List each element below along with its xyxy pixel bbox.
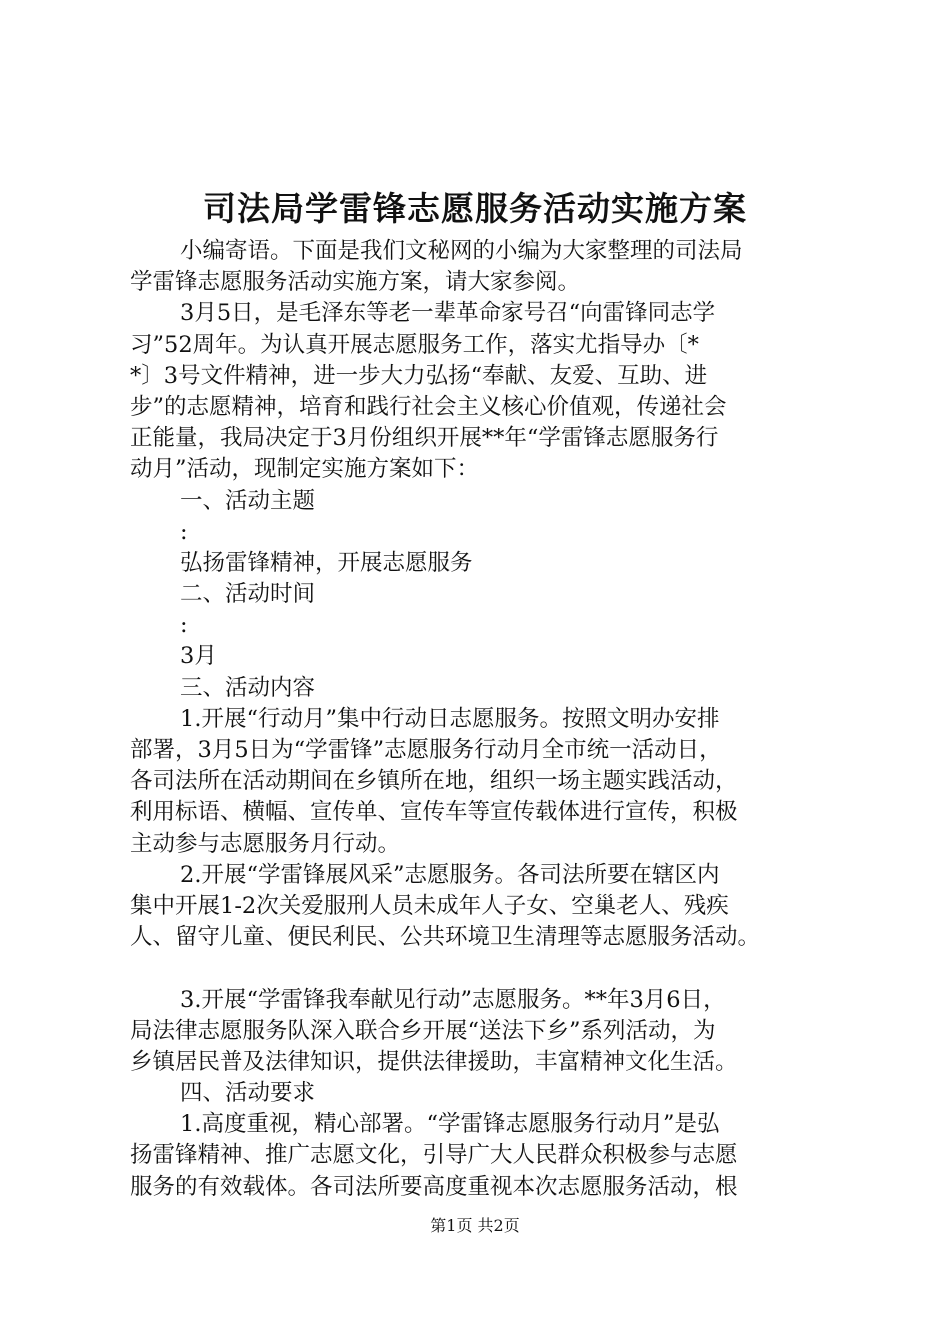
text-line: 3月5日，是毛泽东等老一辈革命家号召“向雷锋同志学 (180, 300, 716, 327)
text-line: 3月 (180, 643, 217, 670)
text-line: *〕3号文件精神，进一步大力弘扬“奉献、友爱、互助、进 (130, 362, 708, 389)
text-line: 1.高度重视，精心部署。“学雷锋志愿服务行动月”是弘 (180, 1111, 720, 1138)
text-line: 乡镇居民普及法律知识，提供法律援助，丰富精神文化生活。 (130, 1048, 738, 1075)
text-line: 弘扬雷锋精神，开展志愿服务 (180, 549, 473, 576)
text-line: 正能量，我局决定于3月份组织开展**年“学雷锋志愿服务行 (130, 425, 719, 452)
text-line: 人、留守儿童、便民利民、公共环境卫生清理等志愿服务活动。 (130, 924, 761, 951)
document-body (130, 236, 830, 1203)
text-line: 各司法所在活动期间在乡镇所在地，组织一场主题实践活动， (130, 768, 738, 795)
text-line: 步”的志愿精神，培育和践行社会主义核心价值观，传递社会 (130, 393, 727, 420)
text-line: 部署，3月5日为“学雷锋”志愿服务行动月全市统一活动日， (130, 737, 722, 763)
text-line: 扬雷锋精神、推广志愿文化，引导广大人民群众积极参与志愿 (130, 1142, 738, 1169)
section-heading: 四、活动要求 (180, 1080, 316, 1107)
section-heading: 二、活动时间 (180, 581, 316, 608)
text-line: 集中开展1-2次关爱服刑人员未成年人子女、空巢老人、残疾 (130, 892, 729, 919)
text-line: : (180, 612, 188, 639)
text-line: 3.开展“学雷锋我奉献见行动”志愿服务。**年3月6日， (180, 986, 726, 1013)
text-line: 主动参与志愿服务月行动。 (130, 830, 401, 857)
text-line: 利用标语、横幅、宣传单、宣传车等宣传载体进行宣传，积极 (130, 799, 738, 826)
text-line: 习”52周年。为认真开展志愿服务工作，落实尤指导办〔* (130, 331, 699, 358)
text-line: 2.开展“学雷锋展风采”志愿服务。各司法所要在辖区内 (180, 861, 720, 888)
document-title: 司法局学雷锋志愿服务活动实施方案 (203, 189, 747, 228)
text-line: 局法律志愿服务队深入联合乡开展“送法下乡”系列活动，为 (130, 1017, 716, 1044)
section-heading: 三、活动内容 (180, 674, 316, 701)
text-line: : (180, 518, 188, 545)
text-line: 学雷锋志愿服务活动实施方案，请大家参阅。 (130, 269, 581, 296)
text-line: 1.开展“行动月”集中行动日志愿服务。按照文明办安排 (180, 705, 720, 732)
blank-line (130, 953, 830, 984)
page-footer: 第1页 共2页 (430, 1216, 520, 1235)
text-line: 服务的有效载体。各司法所要高度重视本次志愿服务活动，根 (130, 1173, 738, 1200)
section-heading: 一、活动主题 (180, 487, 316, 514)
text-line: 小编寄语。下面是我们文秘网的小编为大家整理的司法局 (180, 238, 743, 264)
text-line: 动月”活动，现制定实施方案如下： (130, 456, 480, 483)
